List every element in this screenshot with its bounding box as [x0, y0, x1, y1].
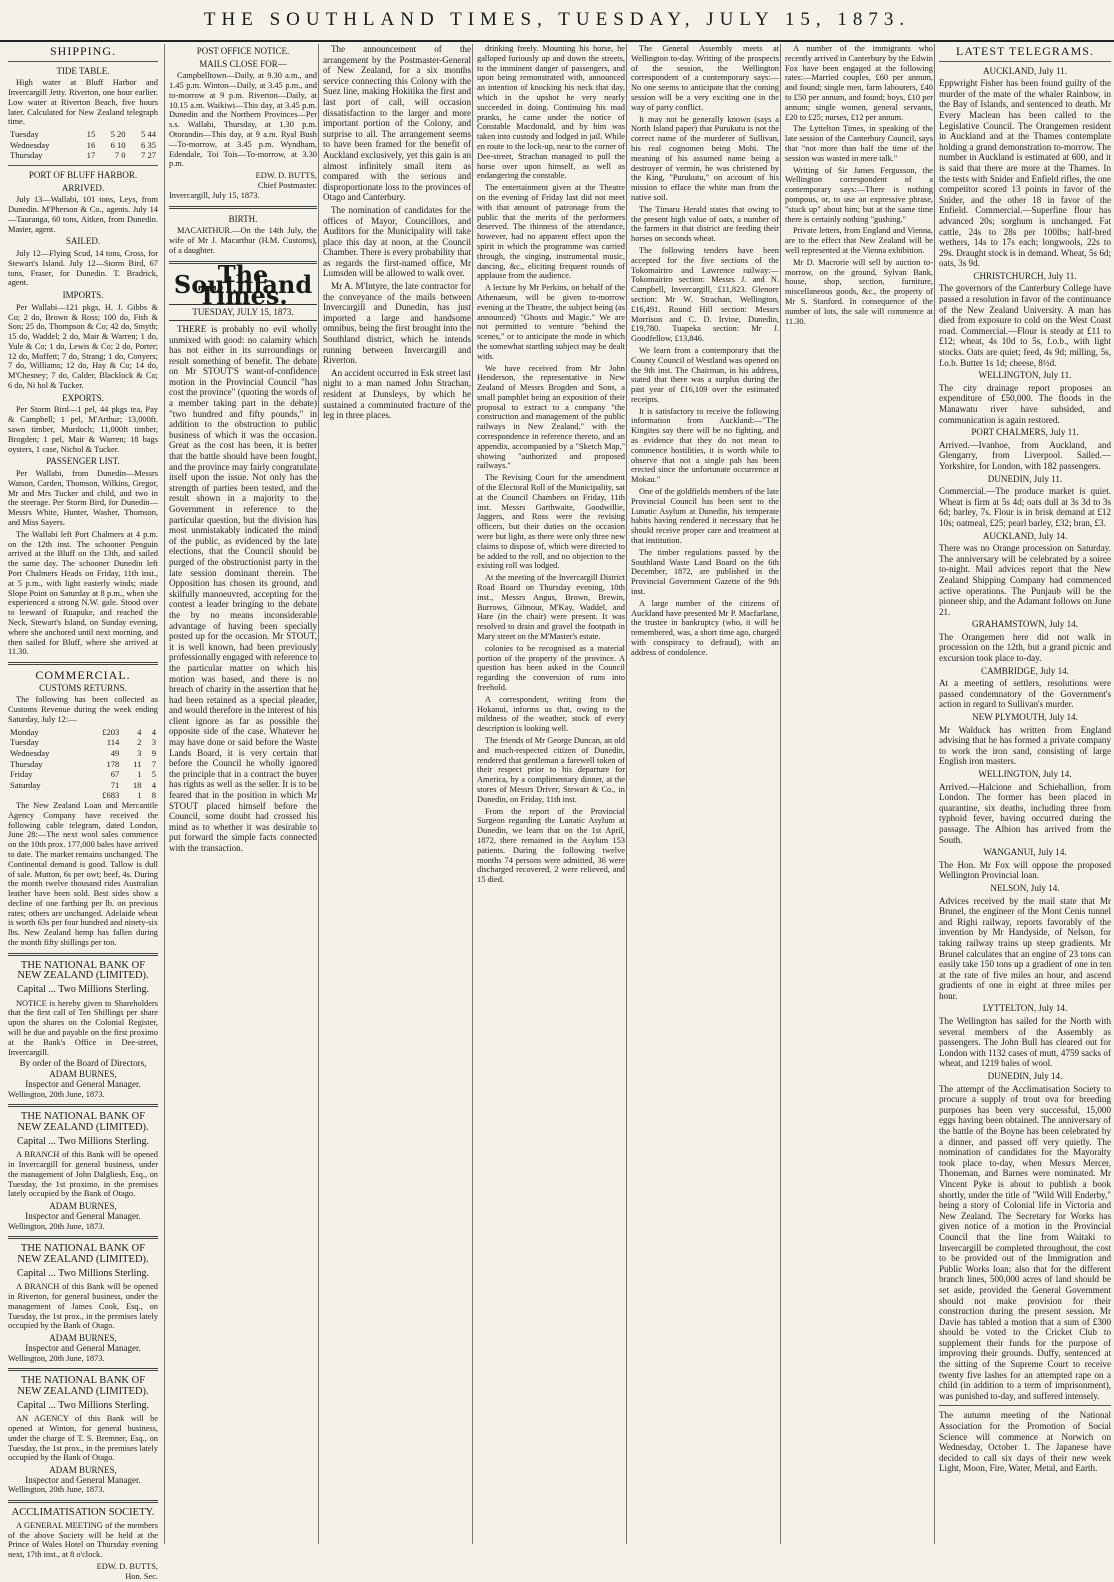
telegram-place: DUNEDIN, July 14.: [987, 1071, 1063, 1082]
col6-para-3: The friends of Mr George Duncan, an old and much-respected citizen of Dunedin, rendered that gentleman a farewell token of their respect prior to his departure for America, by a complimentary dinner, at the stores of Messrs Driver, Stewart & Co., in Dunedin, on Friday, 11th inst.: [477, 735, 625, 804]
bank-order: By order of the Board of Directors,: [19, 1058, 147, 1069]
customs-total-pounds: £683: [102, 790, 120, 801]
customs-row: [8, 780, 158, 791]
telegram-text: Advices received by the mail state that Mr Brunel, the engineer of the Mont Cenis tunnel and Righi railway, reports favorably of the invention by Mr Handyside, of Nelson, for taking railway trains up steep gradients. Mr Brunel calculates that an engine of 23 tons can easily take 150 tons up a gradient of one in ten at the rate of five miles an hour, and ascend gradients of one in eight at three miles per hour.: [939, 895, 1111, 1001]
bank-notice-3: A BRANCH of this Bank will be opened in Riverton, for general business, under the management of James Cook, Esq., on Tuesday, the 1st prox., in the premises lately occupied by the Bank of Otago.: [8, 1282, 158, 1331]
customs-cell: 1: [137, 769, 142, 780]
tide-cell: 17: [86, 150, 96, 161]
tide-cell: 6 35: [140, 139, 156, 150]
telegram-text: The governors of the Canterbury College have passed a resolution in favor of the continuance of the New Zealand University. A man has died from exposure to cold on the West Coast road. Commercial.—Flour is steady at £11 to £12; wheat, 4s 10d to 5s, f.o.b., with light stocks. Oats are quiet; feed, 4s 9d; milling, 5s, f.o.b. Butter 1s 1d; cheese, 8½d.: [939, 283, 1111, 368]
acclimatisation-text: A GENERAL MEETING of the members of the above Society will be held at the Prince of Wales Hotel on Thursday evening next, 17th inst., at 8 o'clock.: [8, 1520, 158, 1560]
divider: [8, 1236, 158, 1239]
customs-cell: 18: [132, 779, 142, 790]
sailed-text: July 12—Flying Scud, 14 tons, Cross, for Stewart's Island. July 12—Storm Bird, 67 tons, Fraser, for Dunedin. T. Bradrick, agent.: [8, 248, 158, 288]
customs-total-row: [8, 790, 158, 801]
divider: [8, 662, 158, 665]
customs-row: [8, 769, 158, 780]
sailed-title: SAILED.: [65, 236, 101, 247]
bank-signer: ADAM BURNES,: [49, 1333, 117, 1344]
bank-dated: Wellington, 20th June, 1873.: [8, 1221, 105, 1231]
tide-cell: 6 10: [110, 139, 126, 150]
telegram-text: The Wellington has sailed for the North with several members of the Assembly as passengers. The John Bull has cleared out for London with 1132 cases of mutt, 4759 sacks of wheat, and 1219 bales of wool.: [939, 1016, 1111, 1069]
col5-para-5: We learn from a contemporary that the County Council of Westland was opened on the 9th inst. The Chairman, in his address, stated that there was a surplus during the past year of £16,109 over the estimated receipts.: [631, 345, 779, 404]
customs-cell: 178: [106, 758, 120, 769]
birth-title: BIRTH.: [228, 213, 258, 224]
customs-cell: 3: [151, 737, 156, 748]
telegram-text: Commercial.—The produce market is quiet. Wheat is firm at 5s 4d; oats dull at 3s 3d to 3s 6d; barley, 7s. Flour is in brisk demand at £12 10s; oatmeal, £25; pearl barley, £32; bran, £3.: [939, 486, 1111, 528]
arrived-title: ARRIVED.: [61, 182, 105, 193]
bank-capital: Capital ... Two Millions Sterling.: [17, 1399, 149, 1411]
imports-title: IMPORTS.: [62, 290, 104, 301]
masthead: [0, 0, 1114, 42]
exports-title: EXPORTS.: [62, 392, 104, 403]
customs-cell: 114: [106, 737, 120, 748]
col4-para-2: The entertainment given at the Theatre on the evening of Friday last did not meet with that amount of patronage from the public that the merits of the performers deserved. The thinness of the attendance, however, had no apparent effect upon the spirit in which the programme was carried through, the singing, instrumental music, dancing, &c., eliciting frequent rounds of applause from the audience.: [477, 183, 625, 281]
telegram-place: NEW PLYMOUTH, July 14.: [972, 712, 1078, 723]
tide-cell: 5 20: [110, 129, 126, 140]
col6-para-2: A correspondent, writing from the Hokanui, informs us that, owing to the mildness of the weather, stock of every description is looking well.: [477, 694, 625, 734]
imports-text: Per Wallabi—121 pkgs, H. J. Gibbs & Co; 2 do, Brown & Ross; 100 do, Fish & Son; 25 do, Thompson & Co; 42 do, Smyth; 15 do, Waddel; 2 do, Mair & Warren; 1 do, Yule & Co; 1 do, Lewis & Co; 2 do, Porter; 12 do, Moffett; 7 do, Strang; 1 do, Conyers; 7 do, Williams; 12 do, Hay & Co; 14 do, M'Chesney; 7 do, Calder, Blacklock & Co; 6 do, Ni hol & Tucker.: [8, 302, 158, 391]
bank-dated: Wellington, 20th June, 1873.: [8, 1089, 105, 1099]
customs-cell: Wednesday: [10, 747, 50, 758]
customs-cell: Tuesday: [10, 737, 39, 748]
divider: [8, 61, 158, 62]
col5-para-4: The following tenders have been accepted for the five sections of the Tokomairiro and Lawrence railway:—Tokomairiro section: Messrs J. and N. Campbell, Invercargill, £11,823. Glenore section: Mr W. Strachan, Wellington, £16,491. Round Hill section: Messrs Morrison and C. D. Irvine, Dunedin, £19,780. Tuapeka section: Mr J. Goodfellow, £13,846.: [631, 245, 779, 344]
divider: [169, 206, 317, 209]
col6-para-4: From the report of the Provincial Surgeon regarding the Lunatic Asylum at Dunedin, we learn that on the 1st April, 1872, there remained in the Asylum 153 patients. During the following twelve months 74 persons were admitted, 36 were discharged recovered, 2 were relieved, and 15 died.: [477, 806, 625, 885]
bank-signer: ADAM BURNES,: [49, 1069, 117, 1080]
leader-date: TUESDAY, JULY 15, 1873.: [169, 304, 317, 321]
bank-signer: ADAM BURNES,: [49, 1201, 117, 1212]
tide-cell: Thursday: [10, 150, 43, 161]
col5-para-12: Mr D. Macrorie will sell by auction to-morrow, on the ground, Sylvan Bank, house, shop, section, furniture, miscellaneous goods, &c., the property of Mr S. Stanford. In consequence of the number of lots, the sale will commence at 11.30.: [785, 257, 933, 326]
telegram-place: GRAHAMSTOWN, July 14.: [972, 619, 1078, 630]
tide-row: [8, 129, 158, 140]
bank-dated: Wellington, 20th June, 1873.: [8, 1353, 105, 1363]
telegram-place: CHRISTCHURCH, July 11.: [973, 270, 1077, 281]
paper-title: The Southland Times.: [173, 259, 313, 310]
tide-table-title: TIDE TABLE.: [56, 65, 110, 76]
telegram-text: The city drainage report proposes an expenditure of £50,000. The floods in the Manawatu river have subsided, and communication is again restored.: [939, 382, 1111, 425]
shipping-title: SHIPPING.: [49, 44, 116, 58]
col4-para-5: The Revising Court for the amendment of the Electoral Roll of the Municipality, sat at the Council Chambers on Friday, 11th inst. Messrs Garthwaite, Goodwillie, Jaggers, and Ross were the revising officers, but their duties on the occasion were but light, as there were only three new claims to dispose of, which were directed to be added to the roll, and no objection to the existing roll was lodged.: [477, 473, 625, 571]
telegram-place: WELLINGTON, July 11.: [978, 370, 1072, 381]
acclimatisation-signer: EDW. D. BUTTS,: [96, 1562, 158, 1572]
post-signer-title: Chief Postmaster.: [257, 180, 317, 190]
telegram-place: CAMBRIDGE, July 14.: [981, 665, 1069, 676]
customs-cell: Friday: [10, 769, 33, 780]
bank-title: THE NATIONAL BANK OF NEW ZEALAND (LIMITED).: [17, 959, 149, 982]
col5-para-9: The Lyttelton Times, in speaking of the late session of the Canterbury Council, says that "not more than half the time of the session was wasted in mere talk.": [785, 124, 933, 163]
telegram-text: The autumn meeting of the National Association for the Promotion of Social Science will commence at Norwich on Wednesday, October 1. The Japanese have decided to call six days of their new week Light, Moon, Fire, Water, Metal, and Earth.: [939, 1410, 1111, 1474]
customs-cell: Monday: [10, 726, 39, 737]
customs-cell: 2: [137, 737, 142, 748]
tide-cell: 5 44: [140, 129, 156, 140]
customs-intro: The following has been collected as Customs Revenue during the week ending Saturday, July 12:—: [8, 695, 158, 724]
bank-capital: Capital ... Two Millions Sterling.: [17, 1135, 149, 1147]
bank-capital: Capital ... Two Millions Sterling.: [17, 984, 149, 996]
column-7: [934, 44, 1111, 1544]
col5-para-6: It is satisfactory to receive the following information from Auckland:—"The Kingites say there will be no fighting, and as evidence that they do not mean to commence hostilities, it is worth while to observe that not a single pah has been erected since the unfortunate occurrence at Mokau.": [631, 406, 779, 485]
birth-text: MACARTHUR.—On the 14th July, the wife of Mr J. Macarthur (H.M. Customs), of a daughter.: [169, 226, 317, 255]
bank-notice-2: A BRANCH of this Bank will be opened in Invercargill for general business, under the management of John Dalgliesh, Esq., on Tuesday, the 1st proximo, in the premises lately occupied by the Bank of Otago.: [8, 1150, 158, 1199]
column-1: [8, 44, 162, 1581]
column-5: [626, 44, 783, 1544]
telegram-text: There was no Orange procession on Saturday. The anniversary will be celebrated by a soiree to-night. Mail advices report that the New Zealand Shipping Company had commenced active operations. The Punjaub will be the pioneer ship, and the Adamant follows on June 21.: [939, 543, 1111, 617]
customs-cell: £203: [102, 726, 120, 737]
tide-row: [8, 140, 158, 151]
divider: [8, 1368, 158, 1371]
customs-total-pence: 8: [151, 790, 156, 801]
telegram-place: WANGANUI, July 14.: [983, 847, 1067, 858]
arrived-text: July 13—Wallabi, 101 tons, Leys, from Dunedin. M'Pherson & Co., agents. July 14—Tauranga, 60 tons, Aitken, from Dunedin. Master, agent.: [8, 195, 158, 234]
leader-para-1: THERE is probably no evil wholly unmixed with good: no calamity which has not either in its surroundings or result something of benefit. The debate on Mr STOUT'S want-of-confidence motion in the Provincial Council "has cost the province" (quoting the words of a member taking part in the debate) "two hundred and fifty pounds," in addition to the obstruction to public business of which it was the occasion. Great as the cost has been, it is better that the battle should have been fought, and the province may fairly congratulate itself upon the issue. Not only has the strength of parties been tested, and the result shown in a majority to the Government in reference to the particular question, but the division has most unmistakably indicated the mind of the public, as evidenced by the late elections, that the Council should be purged of the obstructionist party in the late session dominant therein. The Opposition has chosen its ground, and skilfully manoeuvred, accepting for the contest a leader bringing to the debate the by no means inconsiderable advantage of having been specially posted up for the occasion. Mr STOUT, it is well known, had been previously professionally engaged with reference to the particular matter on which his motion was based, and there is no breach of charity in the assertion that he had been retained as a special pleader, and would therefore in the interest of his client ignore as far as possible the opposite side of the case. Whatever he may have done or said before the Waste Lands Board, it is very certain that before the Council he wholly ignored the principle that in a contract the buyer has rights as well as the seller. It is to be feared that in the position in which Mr STOUT placed himself before the Council, some doubt had crossed his mind as to whether it was desirable to put forward the simple facts connected with the transaction.: [169, 323, 317, 853]
bank-notice-1: NOTICE is hereby given to Shareholders that the first call of Ten Shillings per share upon the shares on the Colonial Register, will be due and payable on the first proximo at the Bank's Office in Dee-street, Invercargill.: [8, 998, 158, 1057]
customs-cell: 4: [151, 779, 156, 790]
leader-para-2: The announcement of the arrangement by the Postmaster-General of New Zealand, for a six months service connecting this Colony with the Suez line, making Hokitika the first and last port of call, will occasion dissatisfaction to the larger and more important portion of the Colony, and surprise to all. The arrangement seems to have been framed for the benefit of Auckland exclusively, yet this gain is an almost infinitely small item as compared with the serious and disproportionate loss to the provinces of Otago and Canterbury.: [323, 44, 471, 203]
tide-cell: Wednesday: [10, 139, 50, 150]
commercial-title: COMMERCIAL.: [35, 668, 131, 683]
tide-note: High water at Bluff Harbor and Invercargill Jetty. Riverton, one hour earlier. Low water at Riverton Beach, five hours later. Calculated for New Zealand telegraph time.: [8, 78, 158, 127]
bank-signer: ADAM BURNES,: [49, 1465, 117, 1476]
col4-para-1: drinking freely. Mounting his horse, he galloped furiously up and down the streets, to the imminent danger of passengers, and upon being remonstrated with, announced an intention of knocking his neck that day, which in the upshot he very nearly succeeded in doing. Continuing his mad pranks, he came under the notice of Constable Macdonald, and by him was taken into custody and lodged in jail. While en route to the lock-up, near to the corner of Dee-street, Strachan managed to pull the horse over upon himself, as well as endangering the constable.: [477, 44, 625, 181]
telegrams-title: LATEST TELEGRAMS.: [956, 44, 1094, 58]
telegram-place: WELLINGTON, July 14.: [978, 769, 1072, 779]
customs-cell: Saturday: [10, 779, 41, 790]
post-dated: Invercargill, July 15, 1873.: [169, 190, 260, 200]
customs-cell: 9: [151, 747, 156, 758]
bank-capital: Capital ... Two Millions Sterling.: [17, 1267, 149, 1279]
divider: [8, 953, 158, 956]
loan-agency-text: The New Zealand Loan and Mercantile Agency Company have received the following cable telegram, dated London, June 28:—The next wool sales commence on the 10th prox. 177,000 bales have arrived to date. The market remains unchanged. The Continental demand is good. Tallow is dull of sale. Mutton, 6s per owt; beef, 4s. During the month twelve thousand rides Australian leather have been sold. Best sides show a decline of one farthing per lb. on previous rates; others are unchanged. Adelaide wheat is worth 63s per four hundred and ninety-six lbs. New Zealand hemp has fallen during the month fifty shillings per ton.: [8, 800, 158, 948]
col5-para-10: Writing of Sir James Fergusson, the Wellington correspondent of a contemporary says:—There is nothing pompous, or, to use an expressive phrase, "stuck up" about him; but at the same time there is certainly nothing "gushing.": [785, 165, 933, 224]
col4-para-7: The nomination of candidates for the offices of Mayor, Councillors, and Auditors for the Municipality will take place this day at noon, at the Council Chamber. There is every probability that as regards the first-named office, Mr Lumsden will be allowed to walk over.: [323, 204, 471, 279]
customs-total-shillings: 1: [137, 790, 142, 801]
customs-cell: 4: [137, 726, 142, 737]
acclimatisation-signer-title: Hon. Sec.: [125, 1571, 158, 1581]
col5-para-2: It may not be generally known (says a North Island paper) that Purukutu is not the correct name of the murderer of Sullivan, his real cognomen being Mohi. The meaning of his assumed name being a destroyer of vermin, he was christened by the King, "Purukutu," on account of his mission to efface the white man from the native soil.: [631, 114, 779, 202]
telegram-place: PORT CHALMERS, July 11.: [971, 427, 1079, 438]
divider: [8, 1104, 158, 1107]
col5-para-11: Private letters, from England and Vienna, are to the effect that New Zealand will be well represented at the Vienna exhibition.: [785, 226, 933, 255]
tide-row: [8, 150, 158, 161]
customs-cell: 4: [151, 726, 156, 737]
post-office-items: Campbelltown—Daily, at 9.30 a.m., and 1.45 p.m. Winton—Daily, at 3.45 p.m., and to-morrow at 9 p.m. Riverton—Daily, at 10.15 a.m. Waikiwi—This day, at 3.45 p.m. Dunedin and the Northern Provinces—Per s.s. Wallabi, Thursday, at 1.30 p.m. Otorandin—This day, at 9 a.m. Ryal Bush—To-morrow, at 3.45 p.m. Wyndham, Edendale, Toi Tois—To-morrow, at 3.30 p.m.: [169, 71, 317, 169]
tide-cell: 7 27: [140, 150, 156, 161]
col5-para-8: A number of the immigrants who recently arrived in Canterbury by the Edwin Fox have been engaged at the following rates:—Married couples, £60 per annum, and found; single men, farm labourers, £40 to £50 per annum, and found; boys, £10 per annum; single women, general servants, £20 to £25; nurses, £12 per annum.: [785, 44, 933, 122]
acclimatisation-title: ACCLIMATISATION SOCIETY.: [11, 1507, 155, 1519]
col5-para-3: The Timaru Herald states that owing to the present high value of oats, a number of the farmers in that district are feeding their horses on seconds wheat.: [631, 204, 779, 244]
post-office-title: POST OFFICE NOTICE.: [196, 46, 290, 56]
bank-title: THE NATIONAL BANK OF NEW ZEALAND (LIMITED).: [17, 1243, 149, 1265]
telegram-list: [939, 66, 1111, 1474]
bank-signer-title: Inspector and General Manager.: [25, 1474, 141, 1485]
col4-para-6: At the meeting of the Invercargill District Road Board on Thursday evening, 10th inst., Messrs Angus, Brown, Brewin, Burrows, Gilmour, M'Kay, Waddel, and Hare (in the chair) were present. It was resolved to drain and gravel the footpath in Mary street on the M'Master's estate.: [477, 573, 625, 642]
telegram-text: At a meeting of settlers, resolutions were passed condemnatory of the Government's action in regard to Sullivan's murder.: [939, 678, 1111, 710]
customs-cell: 67: [110, 769, 120, 780]
telegram-text: The Orangemen here did not walk in procession on the 12th, but a grand picnic and excursion took place to-day.: [939, 631, 1111, 664]
telegram-place: AUCKLAND, July 11.: [982, 65, 1068, 76]
col4-para-8: Mr A. M'Intyre, the late contractor for the conveyance of the mails between Invercargill and Dunedin, has just imported a large and handsome omnibus, being the first brought into the Southland district, which he intends running between Invercargill and Riverton.: [323, 281, 471, 366]
exports-text: Per Storm Bird—1 pel, 44 pkgs tea, Pay & Campbell; 1 pel, M'Arthur; 13,000ft. sawn timber, Murdoch; 11,000ft timber, Brogden; 1 pel, Mair & Warren; 18 bags oysters, 1 case, Nichol & Tucker.: [8, 405, 158, 454]
divider: [8, 165, 158, 166]
telegram-text: The Hon. Mr Fox will oppose the proposed Wellington Provincial loan.: [939, 859, 1111, 881]
col6-para-5: The timber regulations passed by the Southland Waste Land Board on the 6th December, 1872, are published in the Provincial Government Gazette of the 9th inst.: [631, 547, 779, 597]
customs-cell: 5: [151, 769, 156, 780]
tide-cell: Tuesday: [10, 129, 39, 140]
divider: [8, 1500, 158, 1503]
bank-signer-title: Inspector and General Manager.: [25, 1078, 141, 1089]
telegram-place: LYTTELTON, July 14.: [982, 1003, 1068, 1014]
passengers-text: Per Wallabi, from Dunedin—Messrs Watson, Carden, Thomson, Wilkins, Gregor, Mr and Mrs Tucker and child, and two in the steerage. Per Storm Bird, for Dunedin—Messrs White, Hunter, Washer, Thomson, and Miss Sayers.: [8, 469, 158, 528]
customs-row: [8, 727, 158, 738]
col6-para-6: A large number of the citizens of Auckland have presented Mr P. Macfarlane, the trustee in bankruptcy (who, it will be remembered, was, a short time ago, charged with conspiracy to defraud), with an address of condolence.: [631, 598, 779, 657]
col4-para-4: We have received from Mr John Henderson, the representative in New Zealand of Messrs Brogden and Sons, a small pamphlet being an exposition of their proposal to extract to a company "the construction and management of the public railways in New Zealand," with the correspondence in reference thereto, and an appendix, accompanied by a "Sketch Map," showing "authorized and proposed railways.": [477, 363, 625, 471]
post-office-sub: MAILS CLOSE FOR—: [199, 58, 287, 69]
customs-cell: Thursday: [10, 758, 43, 769]
telegram-text: Arrived.—Ivanhoe, from Auckland, and Glengarry, from Liverpool. Sailed.—Yorkshire, for London, with 182 passengers.: [939, 439, 1111, 471]
telegram-text: Mr Walduck has written from England advising that he has formed a private company to work the iron sand, consisting of large English iron masters.: [939, 724, 1111, 767]
divider: [939, 61, 1111, 62]
tide-table: [8, 129, 158, 161]
tide-cell: 7 0: [114, 150, 126, 161]
customs-cell: 11: [133, 758, 142, 769]
col5-para-1: The General Assembly meets at Wellington to-day. Writing of the prospects of the session, the Wellington correspondent of a contemporary says:—No one seems to anticipate that the coming session will be a very exciting one in the way of party conflict.: [631, 44, 779, 112]
customs-cell: 49: [110, 747, 120, 758]
customs-row: [8, 737, 158, 748]
bank-signer-title: Inspector and General Manager.: [25, 1210, 141, 1221]
telegram-place: DUNEDIN, July 11.: [987, 473, 1063, 484]
col4-para-3: A lecture by Mr Perkins, on behalf of the Athenaeum, will be given to-morrow evening at the Theatre, the subject being (as announced) "Ghosts and Magic." We are not permitted to venture "behind the scenes," or to anticipate the mode in which the somewhat startling subject may be dealt with.: [477, 283, 625, 361]
customs-cell: 3: [137, 747, 142, 758]
column-4: [472, 44, 629, 1544]
tide-cell: 16: [86, 139, 96, 150]
shipping-notes: The Wallabi left Port Chalmers at 4 p.m. on the 12th inst. The schooner Penguin arrived at the Bluff on the 13th, and sailed the same day. The schooner Dunedin left Port Chalmers Heads on Friday, 11th inst., at 5 p.m., with light easterly winds; made Slope Point on Saturday at 8 p.m., when she experienced a strong N.W. gale. Stood over to leeward of Ruapuke, and reached the Neck, Stewart's Island, on Sunday evening, where she anchored until next morning, and then sailed for Bluff, where she arrived at 11.30.: [8, 529, 158, 657]
column-6: [780, 44, 937, 1544]
col4-para-9: An accident occurred in Esk street last night to a man named John Strachan, resident at Dunsleys, by which he sustained a comminuted fracture of the leg in three places.: [323, 367, 471, 421]
customs-row: [8, 759, 158, 770]
customs-row: [8, 748, 158, 759]
masthead-title: THE SOUTHLAND TIMES, TUESDAY, JULY 15, 1873.: [203, 9, 911, 30]
bank-signer-title: Inspector and General Manager.: [25, 1342, 141, 1353]
telegram-place: AUCKLAND, July 14.: [982, 530, 1068, 541]
tide-cell: 15: [86, 129, 96, 140]
telegram-text: The attempt of the Acclimatisation Society to procure a supply of trout ova for breeding purposes has been very successful, 15,000 eggs having been obtained. The anniversary of the battle of the Boyne has been celebrated by a dinner, and passed off very quietly. The nomination of candidates for the Mayoralty took place to-day, when Messrs Mercer, Thoneman, and Barnes were nominated. Mr Vincent Pyke is about to publish a book shortly, under the title of "Wild Will Enderby," being a story of Colonial life in Victoria and New Zealand. The Secretary for Works has given notice of a motion in the Provincial Council that the line from Waitaki to Invercargill be completed throughout, the cost to be provided out of the Immigration and Public Works loan; also that for the different branch lines, 500,000 acres of land should be set aside, provided the General Government should not make provision for their construction during the present session. Mr Davie has tabled a motion that a sum of £300 should be voted to the Cricket Club to supplement their funds for the purpose of improving their grounds. Duffy, sentenced at the sitting of the Supreme Court to receive twenty five lashes for an attempted rape on a child (in addition to a term of imprisonment), was punished to-day, and suffered intensely.: [939, 1083, 1111, 1401]
telegram-text: Arrived.—Halcione and Schiehallion, from London. The former has been placed in quarantine, six deaths, including three from typhoid fever, having occurred during the passage. The Albion has arrived from the South.: [939, 781, 1111, 845]
telegram-text: Eppwright Fisher has been found guilty of the murder of the mate of the whaler Rainbow, in the Bay of Islands, and sentenced to death. Mr Every Maclean has been called to the Legislative Council. The Orangemen resident in Auckland and at the Thames contemplate holding a grand demonstration to-morrow. The number in Auckland is estimated at 600, and it is said that there are more at the Thames. In the tests with Snider and Enfield rifles, the one competitor scored 13 points in favor of the Snider, and the other 18 in favor of the Enfield. Commercial.—Superfine flour has advanced 20s; sorghum is unchanged. Fat cattle, 24s to 28s per 100lbs; half-bred wethers, 14s to 17s each; longwools, 22s to 29s. Draught stock is in demand. Wheat, 5s 6d; oats, 3s 9d.: [939, 78, 1111, 269]
customs-table: [8, 727, 158, 801]
port-title: PORT OF BLUFF HARBOR.: [28, 169, 138, 180]
col5-para-7: One of the goldfields members of the late Provincial Council has been sent to the Lunatic Asylum at Dunedin, his temperate habits having rendered it necessary that he should receive proper care and treatment at that institution.: [631, 487, 779, 546]
post-signer: EDW. D. BUTTS,: [255, 171, 317, 181]
customs-cell: 71: [110, 779, 120, 790]
bank-title: THE NATIONAL BANK OF NEW ZEALAND (LIMITED).: [17, 1111, 149, 1134]
bank-dated: Wellington, 20th June, 1873.: [8, 1485, 105, 1495]
col6-para-1: colonies to be recognised as a material portion of the property of the province. A question has been asked in the Council regarding the conversion of runs into freehold.: [477, 643, 625, 692]
column-3: [318, 44, 475, 1544]
passengers-title: PASSENGER LIST.: [46, 456, 120, 467]
newspaper-columns: [8, 44, 1111, 1581]
bank-notice-4: AN AGENCY of this Bank will be opened at Winton, for general business, under the charge of T. S. Bremner, Esq., on Tuesday, the 1st prox., in the premises lately occupied by the Bank of Otago.: [8, 1414, 158, 1463]
bank-title: THE NATIONAL BANK OF NEW ZEALAND (LIMITED).: [17, 1375, 149, 1397]
divider: [939, 1405, 1111, 1406]
customs-cell: 7: [151, 758, 156, 769]
customs-title: CUSTOMS RETURNS.: [39, 682, 127, 693]
column-2: [164, 44, 321, 1544]
telegram-place: NELSON, July 14.: [990, 882, 1060, 893]
